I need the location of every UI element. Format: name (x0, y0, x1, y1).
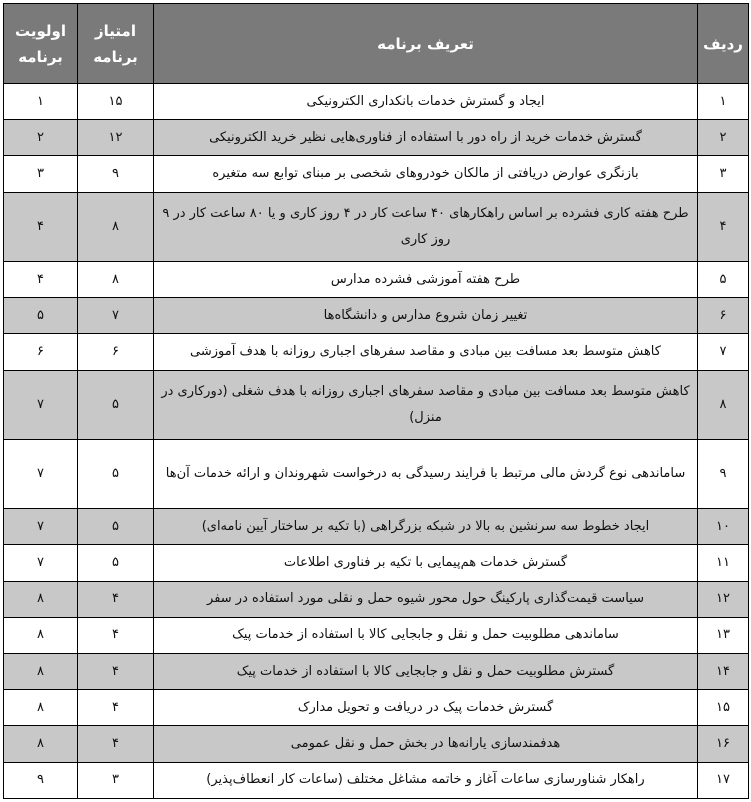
row-definition: ایجاد و گسترش خدمات بانکداری الکترونیکی (154, 84, 698, 120)
row-score: ۶ (78, 334, 154, 370)
row-definition: کاهش متوسط بعد مسافت بین مبادی و مقاصد سفرهای اجباری روزانه با هدف شغلی (دورکاری در منزل) (154, 370, 698, 439)
row-priority: ۷ (4, 509, 78, 545)
row-num: ۴ (698, 192, 749, 261)
row-num: ۹ (698, 439, 749, 508)
table-row (4, 653, 749, 689)
row-definition: گسترش خدمات هم‌پیمایی با تکیه بر فناوری اطلاعات (154, 545, 698, 581)
row-definition: بازنگری عوارض دریافتی از مالکان خودروهای شخصی بر مبنای توابع سه متغیره (154, 156, 698, 192)
table-row (4, 261, 749, 297)
program-table (3, 3, 749, 799)
row-score: ۹ (78, 156, 154, 192)
row-num: ۶ (698, 298, 749, 334)
row-definition: گسترش خدمات پیک در دریافت و تحویل مدارک (154, 690, 698, 726)
table-row (4, 762, 749, 798)
row-priority: ۴ (4, 261, 78, 297)
header-score (78, 4, 154, 84)
row-num: ۲ (698, 120, 749, 156)
row-score: ۴ (78, 726, 154, 762)
row-num: ۱۰ (698, 509, 749, 545)
table-row (4, 192, 749, 261)
table-row (4, 156, 749, 192)
table-row (4, 545, 749, 581)
table-row (4, 439, 749, 508)
row-definition: ساماندهی نوع گردش مالی مرتبط با فرایند رسیدگی به درخواست شهروندان و ارائه خدمات آن‌ها (154, 439, 698, 508)
row-num: ۷ (698, 334, 749, 370)
row-priority: ۲ (4, 120, 78, 156)
row-score: ۸ (78, 261, 154, 297)
row-score: ۴ (78, 581, 154, 617)
header-score-line1: امتیاز (95, 21, 136, 40)
row-definition: راهکار شناورسازی ساعات آغاز و خاتمه مشاغل مختلف (ساعات کار انعطاف‌پذیر) (154, 762, 698, 798)
row-definition: کاهش متوسط بعد مسافت بین مبادی و مقاصد سفرهای اجباری روزانه با هدف آموزشی (154, 334, 698, 370)
row-definition: طرح هفته کاری فشرده بر اساس راهکارهای ۴۰ ساعت کار در ۴ روز کاری و یا ۸۰ ساعت کار در ۹ روز کاری (154, 192, 698, 261)
row-num: ۱ (698, 84, 749, 120)
row-num: ۳ (698, 156, 749, 192)
table-row (4, 370, 749, 439)
row-num: ۱۴ (698, 653, 749, 689)
row-definition: ساماندهی مطلوبیت حمل و نقل و جابجایی کالا با استفاده از خدمات پیک (154, 617, 698, 653)
row-num: ۸ (698, 370, 749, 439)
table-row (4, 581, 749, 617)
row-score: ۳ (78, 762, 154, 798)
row-score: ۴ (78, 617, 154, 653)
table-row (4, 334, 749, 370)
row-priority: ۸ (4, 690, 78, 726)
row-score: ۵ (78, 545, 154, 581)
row-definition: هدفمندسازی یارانه‌ها در بخش حمل و نقل عمومی (154, 726, 698, 762)
row-definition: گسترش خدمات خرید از راه دور با استفاده از فناوری‌هایی نظیر خرید الکترونیکی (154, 120, 698, 156)
table-row (4, 726, 749, 762)
header-row (4, 4, 749, 84)
table-row (4, 84, 749, 120)
row-score: ۵ (78, 509, 154, 545)
table-row (4, 120, 749, 156)
row-priority: ۸ (4, 581, 78, 617)
table-row (4, 690, 749, 726)
row-score: ۴ (78, 653, 154, 689)
row-num: ۱۱ (698, 545, 749, 581)
row-num: ۱۳ (698, 617, 749, 653)
row-priority: ۷ (4, 545, 78, 581)
header-priority-line1: اولویت (14, 21, 66, 40)
row-priority: ۸ (4, 726, 78, 762)
header-num: ردیف (698, 4, 749, 84)
row-score: ۱۲ (78, 120, 154, 156)
row-priority: ۹ (4, 762, 78, 798)
row-priority: ۷ (4, 439, 78, 508)
row-num: ۱۶ (698, 726, 749, 762)
row-definition: ایجاد خطوط سه سرنشین به بالا در شبکه بزرگراهی (با تکیه بر ساختار آیین نامه‌ای) (154, 509, 698, 545)
row-score: ۵ (78, 370, 154, 439)
row-priority: ۶ (4, 334, 78, 370)
table-row (4, 298, 749, 334)
row-definition: سیاست قیمت‌گذاری پارکینگ حول محور شیوه حمل و نقلی مورد استفاده در سفر (154, 581, 698, 617)
row-score: ۷ (78, 298, 154, 334)
table-row (4, 509, 749, 545)
row-num: ۱۵ (698, 690, 749, 726)
row-num: ۵ (698, 261, 749, 297)
row-score: ۴ (78, 690, 154, 726)
row-priority: ۸ (4, 617, 78, 653)
row-num: ۱۲ (698, 581, 749, 617)
row-score: ۵ (78, 439, 154, 508)
row-priority: ۳ (4, 156, 78, 192)
row-priority: ۸ (4, 653, 78, 689)
row-score: ۱۵ (78, 84, 154, 120)
row-definition: گسترش مطلوبیت حمل و نقل و جابجایی کالا با استفاده از خدمات پیک (154, 653, 698, 689)
row-score: ۸ (78, 192, 154, 261)
header-priority-line2: برنامه (18, 47, 63, 66)
header-definition: تعریف برنامه (154, 4, 698, 84)
row-definition: طرح هفته آموزشی فشرده مدارس (154, 261, 698, 297)
row-priority: ۷ (4, 370, 78, 439)
row-priority: ۵ (4, 298, 78, 334)
row-priority: ۱ (4, 84, 78, 120)
header-score-line2: برنامه (93, 47, 138, 66)
row-num: ۱۷ (698, 762, 749, 798)
header-priority (4, 4, 78, 84)
row-priority: ۴ (4, 192, 78, 261)
table-row (4, 617, 749, 653)
row-definition: تغییر زمان شروع مدارس و دانشگاه‌ها (154, 298, 698, 334)
